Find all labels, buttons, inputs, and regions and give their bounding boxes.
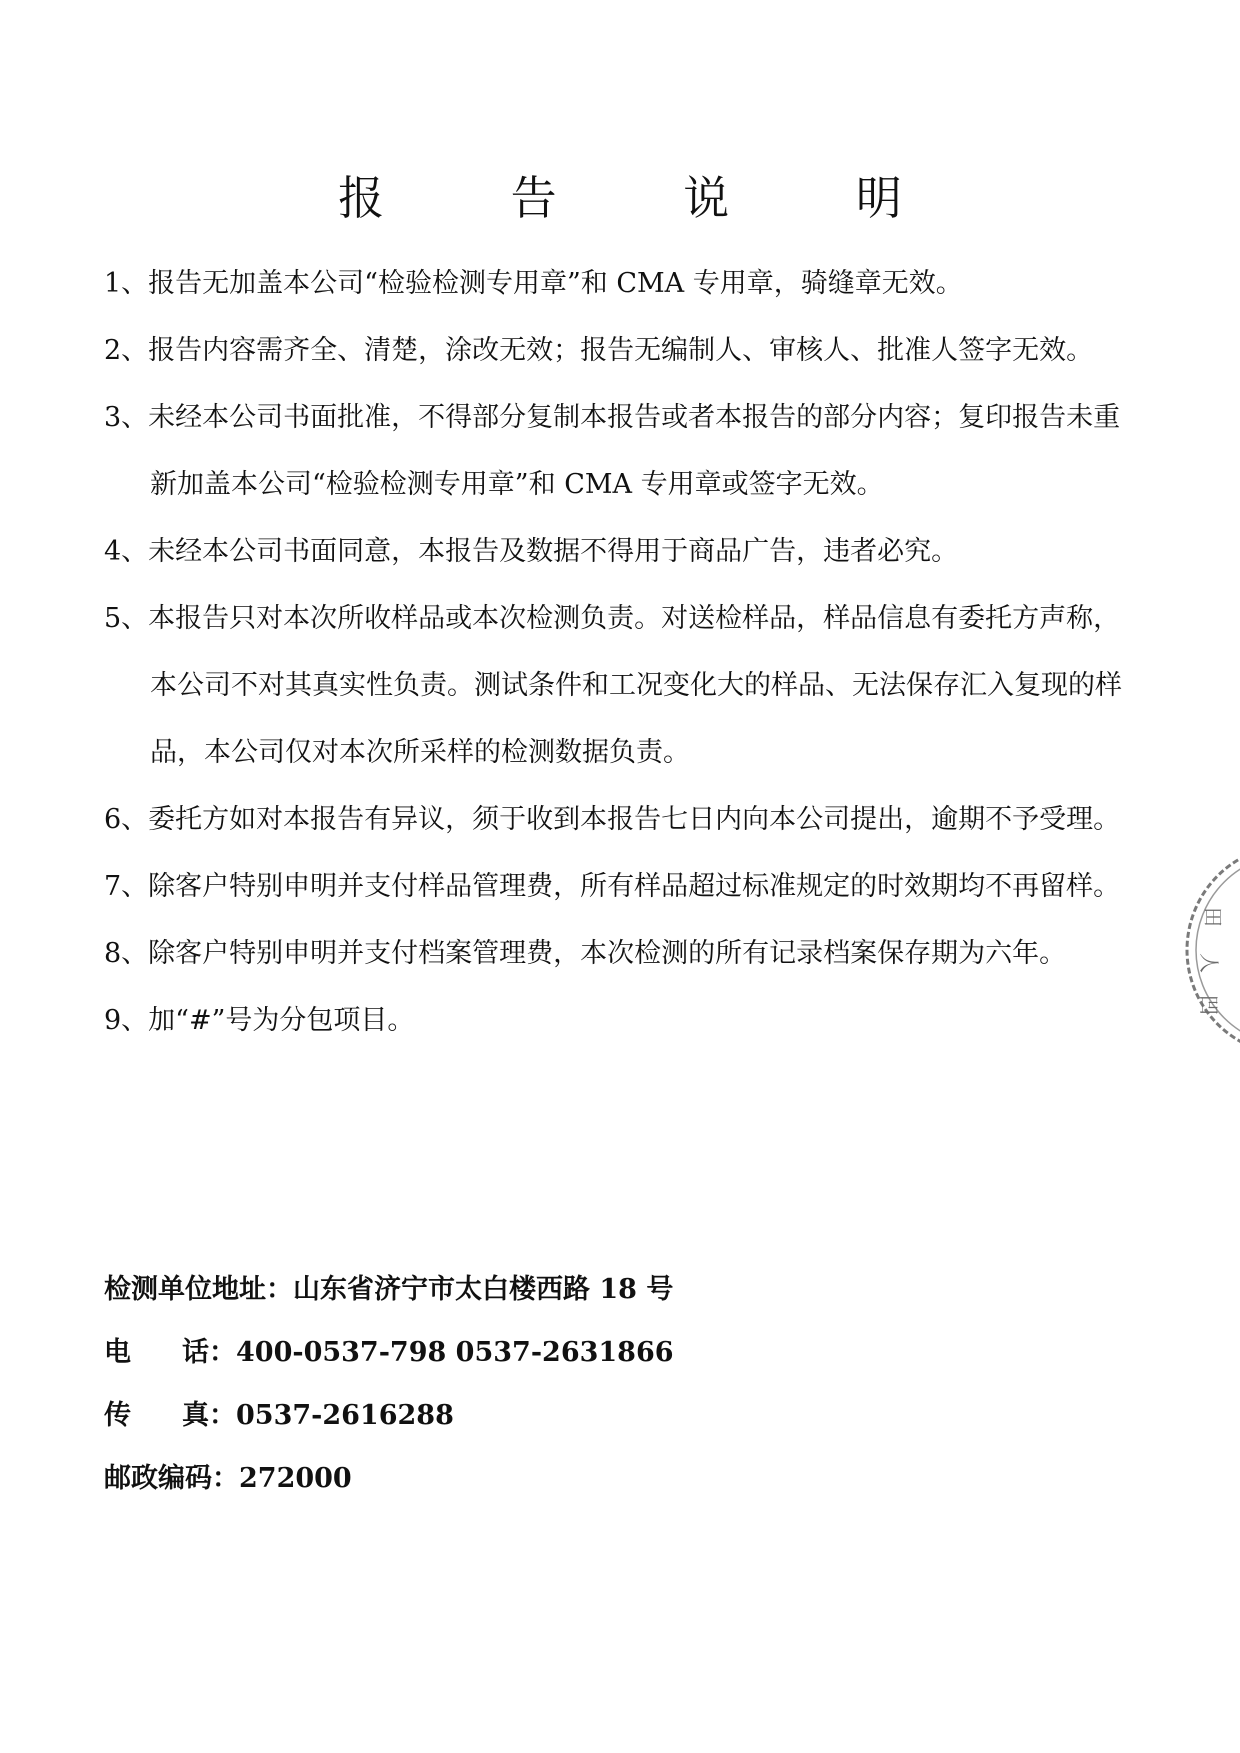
fax-label: [104, 1384, 236, 1447]
seal-stamp-image: [1172, 855, 1240, 1045]
phone-value: 400-0537-798 0537-2631866: [236, 1337, 674, 1368]
fax-row: [104, 1384, 674, 1447]
postcode-value: 272000: [239, 1463, 352, 1494]
address-label: 检测单位地址：: [104, 1274, 293, 1305]
fax-label-part: 传: [104, 1400, 131, 1431]
clause-item: 8、除客户特别申明并支付档案管理费，本次检测的所有记录档案保存期为六年。: [104, 938, 1067, 969]
clause-item: 3、未经本公司书面批准，不得部分复制本报告或者本报告的部分内容；复印报告未重新加盖本公司“检验检测专用章”和 CMA 专用章或签字无效。: [104, 402, 1121, 500]
page-title: 报 告 说 明: [338, 171, 958, 225]
clause-item: 7、除客户特别申明并支付样品管理费，所有样品超过标准规定的时效期均不再留样。: [104, 871, 1121, 902]
fax-value: 0537-2616288: [236, 1400, 454, 1431]
clause-item: 4、未经本公司书面同意，本报告及数据不得用于商品广告，违者必究。: [104, 536, 959, 567]
address-value: 山东省济宁市太白楼西路 18 号: [293, 1274, 674, 1305]
phone-label-part: 话：: [182, 1337, 236, 1368]
clause-item: 6、委托方如对本报告有异议，须于收到本报告七日内向本公司提出，逾期不予受理。: [104, 804, 1121, 835]
phone-label: [104, 1321, 236, 1384]
clause-list: [104, 250, 1124, 1054]
svg-text:人: 人: [1197, 953, 1221, 973]
postcode-label: 邮政编码：: [104, 1463, 239, 1494]
contact-info: [104, 1258, 674, 1510]
phone-row: [104, 1321, 674, 1384]
clause-item: 5、本报告只对本次所收样品或本次检测负责。对送检样品，样品信息有委托方声称，本公司不对其真实性负责。测试条件和工况变化大的样品、无法保存汇入复现的样品，本公司仅对本次所采样的检测数据负责。: [104, 603, 1122, 768]
clause-item: 1、报告无加盖本公司“检验检测专用章”和 CMA 专用章，骑缝章无效。: [104, 268, 963, 299]
svg-text:田: 田: [1201, 907, 1225, 927]
svg-text:凹: 凹: [1197, 995, 1221, 1015]
fax-label-part: 真：: [182, 1400, 236, 1431]
clause-item: 9、加“#”号为分包项目。: [104, 1005, 415, 1036]
clause-item: 2、报告内容需齐全、清楚，涂改无效；报告无编制人、审核人、批准人签字无效。: [104, 335, 1094, 366]
phone-label-part: 电: [104, 1337, 131, 1368]
address-row: [104, 1258, 674, 1321]
postcode-row: [104, 1447, 674, 1510]
